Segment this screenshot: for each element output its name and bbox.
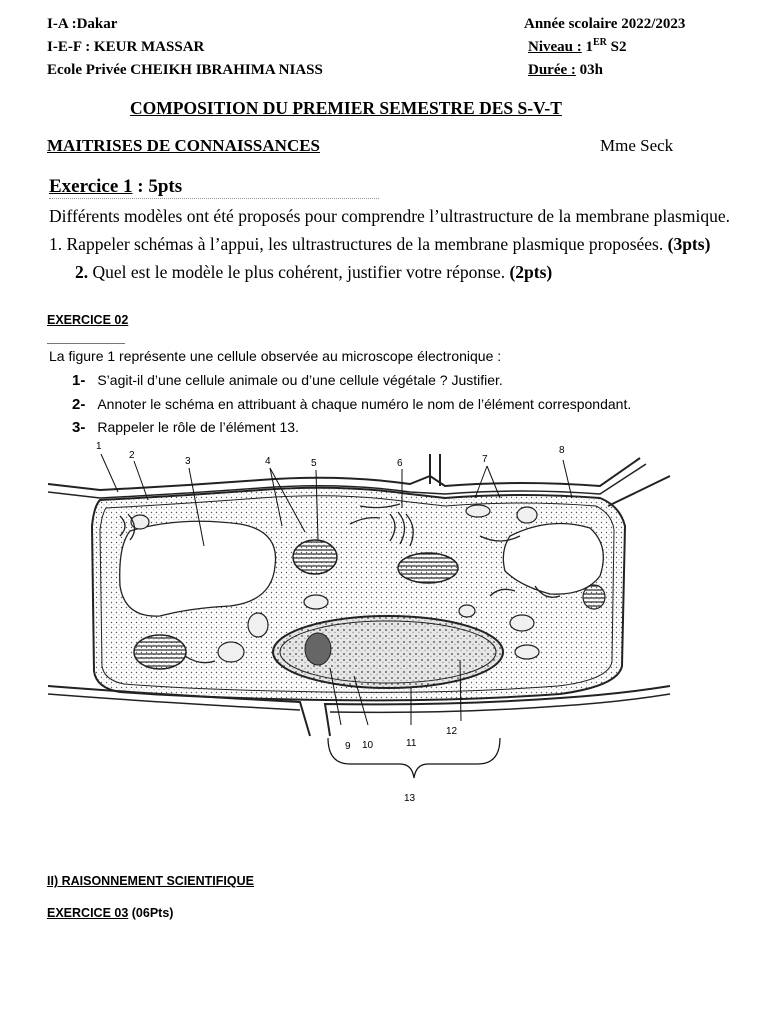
school-name: Ecole Privée CHEIKH IBRAHIMA NIASS xyxy=(47,62,323,78)
level-rest: S2 xyxy=(606,39,627,55)
figure-label-7: 7 xyxy=(482,454,488,465)
ia-label: I-A :Dakar xyxy=(47,16,118,32)
ief-label: I-E-F : KEUR MASSAR xyxy=(47,39,205,55)
figure-label-5: 5 xyxy=(311,458,317,469)
nucleolus xyxy=(305,633,331,665)
duration-value: 03h xyxy=(575,62,603,78)
figure-label-3: 3 xyxy=(185,456,191,467)
figure-label-8: 8 xyxy=(559,445,565,456)
exercise1-q1-points: (3pts) xyxy=(667,234,711,254)
level-sup: ER xyxy=(593,37,607,48)
exercise3-points: (06Pts) xyxy=(128,906,174,920)
level-line xyxy=(528,39,627,56)
exercise1-points: : 5pts xyxy=(132,176,183,197)
chloroplast xyxy=(398,553,458,583)
figure-label-9: 9 xyxy=(345,741,351,752)
section2-heading: II) RAISONNEMENT SCIENTIFIQUE xyxy=(47,874,254,888)
figure-label-2: 2 xyxy=(129,450,135,461)
figure-label-11: 11 xyxy=(406,738,417,749)
figure-label-12: 12 xyxy=(446,726,458,737)
exercise1-q2-text: Quel est le modèle le plus cohérent, justifier votre réponse. xyxy=(88,262,510,282)
chloroplast xyxy=(583,585,605,609)
duration-label: Durée : xyxy=(528,62,576,78)
exercise1-title-label: Exercice 1 xyxy=(49,176,133,197)
chloroplast xyxy=(293,540,337,574)
level-num: 1 xyxy=(581,39,593,55)
exercise1-q1-text: 1. Rappeler schémas à l’appui, les ultrastructures de la membrane plasmique proposées. xyxy=(49,234,668,254)
exercise1-q2-num: 2. xyxy=(75,262,89,282)
teacher-name: Mme Seck xyxy=(600,136,674,155)
question-text: Annoter le schéma en attribuant à chaque numéro le nom de l’élément correspondant. xyxy=(97,396,632,412)
exercise2-rule xyxy=(47,343,125,344)
figure-label-6: 6 xyxy=(397,458,403,469)
chloroplast xyxy=(134,635,186,669)
question-number: 2- xyxy=(72,396,86,413)
exercise1-intro: Différents modèles ont été proposés pour comprendre l’ultrastructure de la membrane plasmique. xyxy=(49,206,730,226)
question-text: Rappeler le rôle de l’élément 13. xyxy=(97,419,299,435)
figure-label-4: 4 xyxy=(265,456,271,467)
exercise1-q2 xyxy=(75,262,552,283)
section1-heading: MAITRISES DE CONNAISSANCES xyxy=(47,136,321,155)
plant-cell-figure xyxy=(0,436,768,816)
question-text: S’agit-il d’une cellule animale ou d’une cellule végétale ? Justifier. xyxy=(97,372,503,388)
question-number: 3- xyxy=(72,419,86,436)
exercise2-title: EXERCICE 02 xyxy=(47,313,129,327)
duration-line xyxy=(528,62,603,79)
exercise1-title xyxy=(49,176,182,198)
level-label: Niveau : xyxy=(528,39,582,55)
page-title: COMPOSITION DU PREMIER SEMESTRE DES S-V-T xyxy=(130,98,562,118)
exercise1-underline-dots xyxy=(49,198,379,199)
exercise2-intro: La figure 1 représente une cellule observée au microscope électronique : xyxy=(49,348,502,364)
exercise3-title xyxy=(47,906,173,920)
figure-label-13: 13 xyxy=(404,793,416,804)
question-number: 1- xyxy=(72,372,86,389)
exercise3-title-label: EXERCICE 03 xyxy=(47,906,129,920)
exercise2-question-1 xyxy=(72,372,503,390)
exercise1-q2-points: (2pts) xyxy=(509,262,553,282)
school-year: Année scolaire 2022/2023 xyxy=(524,16,686,32)
exercise2-question-3 xyxy=(72,419,299,437)
figure-label-10: 10 xyxy=(362,740,374,751)
exercise1-q1 xyxy=(49,234,710,255)
figure-label-1: 1 xyxy=(96,441,102,452)
exercise2-question-2 xyxy=(72,396,631,414)
